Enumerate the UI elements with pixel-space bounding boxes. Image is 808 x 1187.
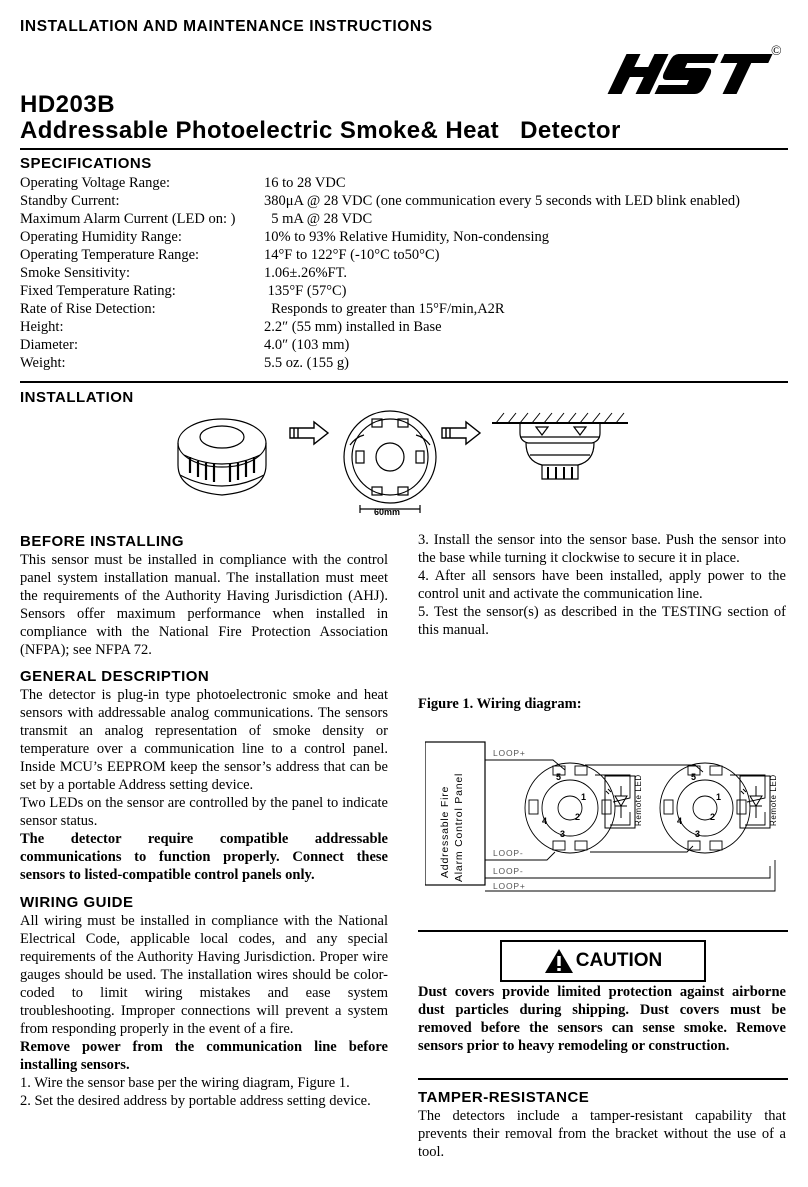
- specifications-heading: SPECIFICATIONS: [20, 155, 152, 172]
- general-description-p2: Two LEDs on the sensor are controlled by the panel to indicate sensor status.: [20, 795, 388, 829]
- install-step-5: 5. Test the sensor(s) as described in the TESTING section of this manual.: [418, 604, 786, 638]
- figure-caption: Figure 1. Wiring diagram:: [418, 696, 582, 712]
- spec-value: 5.5 oz. (155 g): [264, 355, 349, 371]
- base-terminal-1: [525, 763, 615, 853]
- loop-minus-label: LOOP-: [493, 866, 524, 876]
- specifications-table: [20, 174, 800, 372]
- base-drawing: [344, 411, 436, 513]
- spec-value: Responds to greater than 15°F/min,A2R: [264, 301, 505, 317]
- spec-label: Fixed Temperature Rating:: [20, 283, 176, 299]
- divider: [418, 930, 788, 932]
- spec-value: 16 to 28 VDC: [264, 175, 346, 191]
- caution-text: Dust covers provide limited protection against airborne dust particles during shipping. Dust covers must be removed before the sensors can sense smoke. Remove sensors prior to heavy remodeling or construction.: [418, 984, 786, 1054]
- terminal-number: 3: [560, 829, 566, 839]
- spec-row: [20, 210, 800, 228]
- terminal-number: 3: [695, 829, 701, 839]
- divider: [20, 381, 788, 383]
- wiring-guide-heading: WIRING GUIDE: [20, 894, 134, 911]
- base-terminal-2: [660, 763, 750, 853]
- loop-plus-label: LOOP+: [493, 881, 526, 891]
- panel-label-line2: Alarm Control Panel: [453, 772, 465, 882]
- terminal-number: 5: [556, 772, 562, 782]
- spec-label: Operating Humidity Range:: [20, 229, 182, 245]
- spec-row: [20, 336, 800, 354]
- wiring-guide-p1: All wiring must be installed in compliance with the National Electrical Code, applicable local codes, and any special requirements of the Authority Having Jurisdiction. Proper wire gauges should be used. The installation wires should be color-coded to limit wiring mistakes and ease system troubleshooting. Improper connections will prevent a system from responding properly in the event of a fire.: [20, 913, 388, 1037]
- general-description-warning: The detector require compatible addressable communications to function properly. Connect these sensors to listed-compatible control panels only.: [20, 831, 388, 883]
- spec-label: Rate of Rise Detection:: [20, 301, 156, 317]
- installation-illustration: [170, 405, 630, 517]
- spec-row: [20, 174, 800, 192]
- general-description-heading: GENERAL DESCRIPTION: [20, 668, 210, 685]
- wiring-step-2: 2. Set the desired address by portable address setting device.: [20, 1093, 371, 1109]
- remote-led-label: Remote LED: [634, 774, 643, 826]
- product-title: Addressable Photoelectric Smoke& Heat Detector: [20, 117, 621, 144]
- spec-label: Operating Voltage Range:: [20, 175, 171, 191]
- spec-row: [20, 318, 800, 336]
- spec-label: Height:: [20, 319, 64, 335]
- spec-label: Maximum Alarm Current (LED on: ): [20, 211, 236, 227]
- loop-plus-label: LOOP+: [493, 748, 526, 758]
- spec-label: Weight:: [20, 355, 66, 371]
- spec-row: [20, 282, 800, 300]
- spec-value: 380μA @ 28 VDC (one communication every 5 seconds with LED blink enabled): [264, 193, 740, 209]
- spec-label: Diameter:: [20, 337, 78, 353]
- wiring-step-1: 1. Wire the sensor base per the wiring diagram, Figure 1.: [20, 1075, 350, 1091]
- detector-drawing: [178, 419, 266, 495]
- install-step-4: 4. After all sensors have been installed, apply power to the control unit and activate the communication line.: [418, 568, 786, 602]
- loop-minus-label: LOOP-: [493, 848, 524, 858]
- left-column: [20, 533, 388, 1110]
- terminal-number: 4: [677, 816, 683, 826]
- divider: [20, 148, 788, 150]
- tamper-resistance-heading: TAMPER-RESISTANCE: [418, 1089, 590, 1106]
- spec-row: [20, 300, 800, 318]
- wiring-diagram-drawing: [425, 740, 790, 895]
- spec-value: 2.2″ (55 mm) installed in Base: [264, 319, 442, 335]
- spec-value: 1.06±.26%FT.: [264, 265, 348, 281]
- remote-led-label: Remote LED: [769, 774, 778, 826]
- terminal-number: 5: [691, 772, 697, 782]
- hst-logo: [603, 44, 783, 104]
- terminal-number: 1: [716, 792, 722, 802]
- hst-logo-graphic: [603, 44, 783, 104]
- terminal-number: 2: [575, 812, 581, 822]
- ceiling-mount-drawing: [492, 413, 628, 479]
- before-installing-heading: BEFORE INSTALLING: [20, 533, 185, 550]
- panel-label-line1: Addressable Fire: [439, 785, 451, 878]
- spec-value: 4.0″ (103 mm): [264, 337, 350, 353]
- right-column: [418, 531, 786, 639]
- wiring-diagram: [425, 740, 790, 895]
- installation-heading: INSTALLATION: [20, 389, 134, 406]
- wiring-guide-warning: Remove power from the communication line before installing sensors.: [20, 1039, 388, 1073]
- caution-label: CAUTION: [575, 950, 663, 971]
- arrow-icon: [290, 422, 328, 444]
- caution-banner: [500, 940, 706, 982]
- divider: [418, 1078, 788, 1080]
- before-installing-text: This sensor must be installed in compliance with the control panel system installation manual. The installation must meet the requirements of the Authority Having Jurisdiction (AHJ). Sensors offer maximum performance when installed in compliance with the National Fire Protection Association (NFPA); see NFPA 72.: [20, 552, 388, 658]
- spec-row: [20, 264, 800, 282]
- terminal-number: 4: [542, 816, 548, 826]
- tamper-resistance-section: [418, 1089, 786, 1161]
- installation-drawing: [170, 405, 630, 517]
- copyright-mark: ©: [771, 44, 782, 59]
- spec-value: 10% to 93% Relative Humidity, Non-condensing: [264, 229, 549, 245]
- arrow-icon: [442, 422, 480, 444]
- spec-label: Operating Temperature Range:: [20, 247, 200, 263]
- tamper-resistance-text: The detectors include a tamper-resistant capability that prevents their removal from the bracket without the use of a tool.: [418, 1108, 786, 1160]
- general-description-p1: The detector is plug-in type photoelectronic smoke and heat sensors with addressable analog communications. The sensors transmit an analog representation of smoke density or temperature over a communication line to a control panel. Inside MCU’s EEPROM keep the sensor’s address that can be set by a portable Address setting device.: [20, 687, 388, 793]
- spec-row: [20, 246, 800, 264]
- document-type: INSTALLATION AND MAINTENANCE INSTRUCTIONS: [20, 18, 433, 35]
- spec-row: [20, 354, 800, 372]
- spec-label: Smoke Sensitivity:: [20, 265, 130, 281]
- spec-value: 135°F (57°C): [264, 283, 347, 299]
- install-step-3: 3. Install the sensor into the sensor base. Push the sensor into the base while turning it clockwise to secure it in place.: [418, 532, 786, 566]
- warning-triangle-icon: [544, 948, 574, 974]
- spec-row: [20, 228, 800, 246]
- terminal-number: 2: [710, 812, 716, 822]
- spec-row: [20, 192, 800, 210]
- dimension-label: 60mm: [374, 507, 401, 517]
- model-number: HD203B: [20, 91, 116, 118]
- spec-label: Standby Current:: [20, 193, 120, 209]
- spec-value: 14°F to 122°F (-10°C to50°C): [264, 247, 440, 263]
- terminal-number: 1: [581, 792, 587, 802]
- spec-value: 5 mA @ 28 VDC: [264, 211, 373, 227]
